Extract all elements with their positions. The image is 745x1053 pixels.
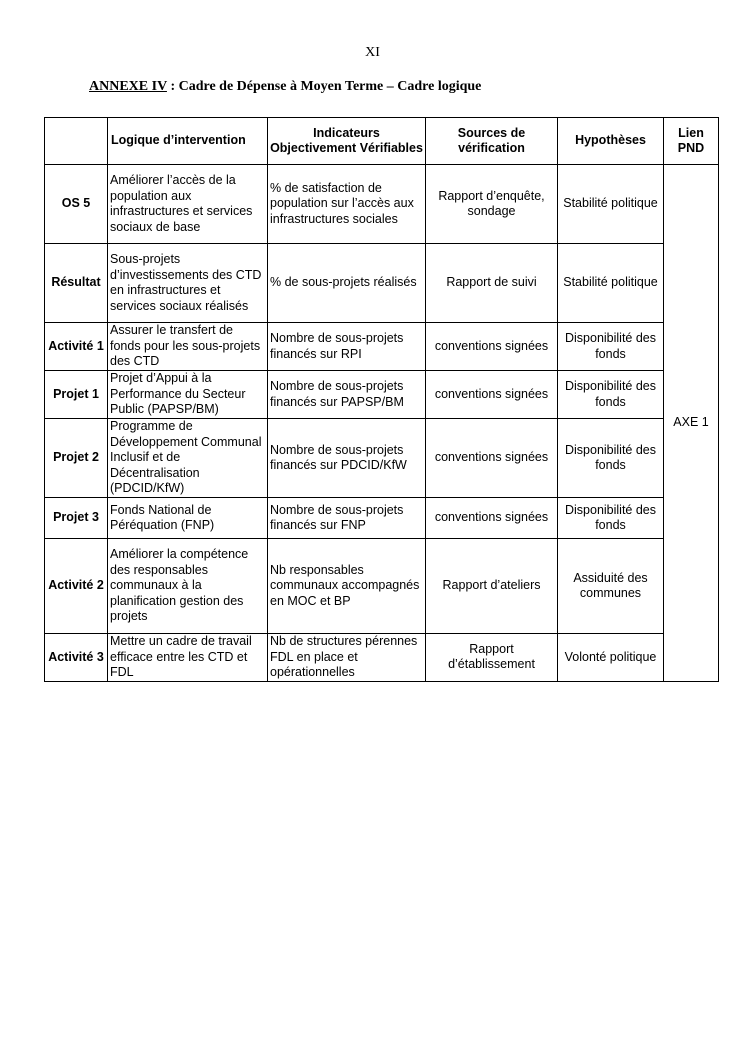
source-cell: conventions signées	[426, 323, 558, 371]
header-hypotheses: Hypothèses	[558, 118, 664, 165]
indicator-cell: % de satisfaction de population sur l’accès aux infrastructures sociales	[268, 165, 426, 244]
page-number: XI	[365, 45, 380, 60]
logical-framework-table	[44, 117, 719, 682]
header-indicators: Indicateurs Objectivement Vérifiables	[268, 118, 426, 165]
source-cell: conventions signées	[426, 498, 558, 539]
row-label: Activité 1	[45, 323, 108, 371]
hypothesis-cell: Disponibilité des fonds	[558, 498, 664, 539]
indicator-cell: Nb responsables communaux accompagnés en MOC et BP	[268, 539, 426, 634]
logic-cell: Fonds National de Péréquation (FNP)	[108, 498, 268, 539]
row-label: Projet 3	[45, 498, 108, 539]
row-label: OS 5	[45, 165, 108, 244]
logic-cell: Améliorer l’accès de la population aux infrastructures et services sociaux de base	[108, 165, 268, 244]
annex-label: ANNEXE IV	[89, 79, 167, 94]
header-link-pnd: Lien PND	[664, 118, 719, 165]
indicator-cell: Nombre de sous-projets financés sur PAPSP/BM	[268, 371, 426, 419]
logic-cell: Projet d’Appui à la Performance du Secteur Public (PAPSP/BM)	[108, 371, 268, 419]
row-label: Projet 2	[45, 419, 108, 498]
source-cell: Rapport d’ateliers	[426, 539, 558, 634]
table-row	[45, 539, 719, 634]
logic-cell: Sous-projets d’investissements des CTD en infrastructures et services sociaux réalisés	[108, 244, 268, 323]
logic-cell: Améliorer la compétence des responsables communaux à la planification gestion des projets	[108, 539, 268, 634]
hypothesis-cell: Stabilité politique	[558, 165, 664, 244]
indicator-cell: % de sous-projets réalisés	[268, 244, 426, 323]
source-cell: conventions signées	[426, 371, 558, 419]
annex-title-text: : Cadre de Dépense à Moyen Terme – Cadre logique	[166, 79, 482, 94]
table-row	[45, 419, 719, 498]
header-logic: Logique d’intervention	[108, 118, 268, 165]
source-cell: conventions signées	[426, 419, 558, 498]
row-label: Projet 1	[45, 371, 108, 419]
indicator-cell: Nb de structures pérennes FDL en place et opérationnelles	[268, 634, 426, 682]
hypothesis-cell: Disponibilité des fonds	[558, 371, 664, 419]
table-row	[45, 244, 719, 323]
table-row	[45, 323, 719, 371]
indicator-cell: Nombre de sous-projets financés sur RPI	[268, 323, 426, 371]
row-label: Activité 3	[45, 634, 108, 682]
logic-cell: Programme de Développement Communal Inclusif et de Décentralisation (PDCID/KfW)	[108, 419, 268, 498]
table-row	[45, 634, 719, 682]
source-cell: Rapport de suivi	[426, 244, 558, 323]
table-row	[45, 371, 719, 419]
hypothesis-cell: Assiduité des communes	[558, 539, 664, 634]
indicator-cell: Nombre de sous-projets financés sur PDCID/KfW	[268, 419, 426, 498]
hypothesis-cell: Volonté politique	[558, 634, 664, 682]
logic-cell: Assurer le transfert de fonds pour les sous-projets des CTD	[108, 323, 268, 371]
row-label: Résultat	[45, 244, 108, 323]
source-cell: Rapport d’enquête, sondage	[426, 165, 558, 244]
logic-cell: Mettre un cadre de travail efficace entre les CTD et FDL	[108, 634, 268, 682]
table-row	[45, 498, 719, 539]
hypothesis-cell: Stabilité politique	[558, 244, 664, 323]
row-label: Activité 2	[45, 539, 108, 634]
hypothesis-cell: Disponibilité des fonds	[558, 323, 664, 371]
table-row	[45, 165, 719, 244]
header-corner	[45, 118, 108, 165]
link-pnd-cell: AXE 1	[664, 165, 719, 682]
header-sources: Sources de vérification	[426, 118, 558, 165]
hypothesis-cell: Disponibilité des fonds	[558, 419, 664, 498]
source-cell: Rapport d’établissement	[426, 634, 558, 682]
annex-title	[89, 79, 481, 95]
indicator-cell: Nombre de sous-projets financés sur FNP	[268, 498, 426, 539]
table-header-row	[45, 118, 719, 165]
